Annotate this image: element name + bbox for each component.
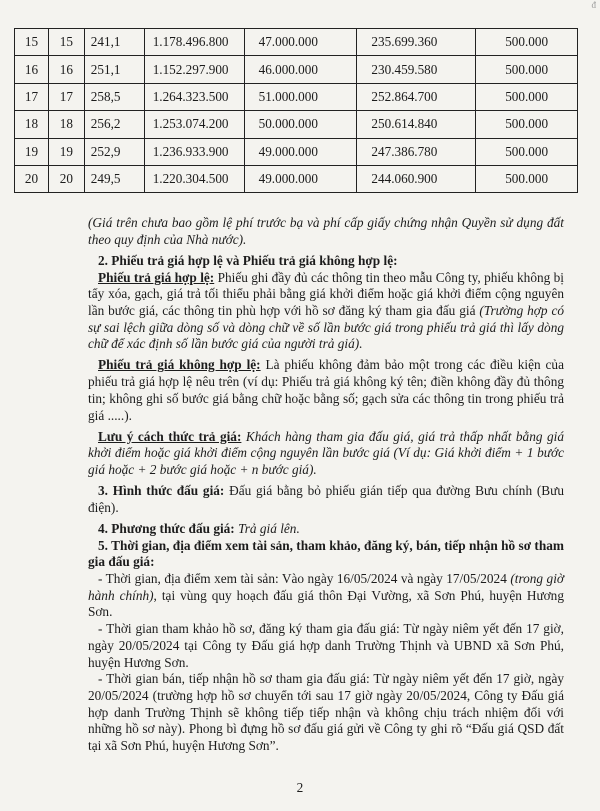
starting-price-cell: 1.264.323.500 [144,83,244,110]
bidding-note-text: Khách hàng tham gia đấu giá, giá trả thấp nhất bằng giá khởi điểm hoặc giá khởi điểm cộng nguyên lần bước giá (Ví dụ: Giá khởi điểm + 1 bước giá hoặc + 2 bước giá hoặc + n bước giá). [88,428,565,478]
section-3-text: Đấu giá bằng bỏ phiếu gián tiếp qua đường Bưu chính (Bưu điện). [88,483,564,515]
deposit-cell: 247.386.780 [357,138,476,165]
bidding-note-label: Lưu ý cách thức trả giá: [98,428,242,444]
viewing-time-note: (trong giờ hành chính) [88,571,564,603]
bid-step-cell: 49.000.000 [244,138,357,165]
row-number-cell: 16 [15,56,49,83]
section-5-heading: 5. Thời gian, địa điểm xem tài sản, tham khảo, đăng ký, bán, tiếp nhận hồ sơ tham gia đấu giá: [88,537,564,570]
bid-step-cell: 51.000.000 [244,83,357,110]
page-number: 2 [296,780,304,795]
fee-cell: 500.000 [476,56,578,83]
bid-step-cell: 50.000.000 [244,111,357,138]
corner-mark: đ [591,0,596,10]
valid-ballot-text: Phiếu ghi đầy đủ các thông tin theo mẫu Công ty, phiếu không bị tẩy xóa, gạch, giá trả tối thiểu phải bằng giá khởi điểm hoặc giá khởi điểm cộng nguyên lần bước giá, các thông tin phù hợp với hồ sơ đăng ký tham gia đấu giá [88,269,565,318]
deposit-cell: 244.060.900 [357,165,476,192]
bid-step-cell: 47.000.000 [244,29,357,56]
lot-number-cell: 19 [48,138,84,165]
price-note: (Giá trên chưa bao gồm lệ phí trước bạ và phí cấp giấy chứng nhận Quyền sử dụng đất theo quy định của Nhà nước). [88,215,564,247]
starting-price-cell: 1.178.496.800 [144,29,244,56]
section-3-label: 3. Hình thức đấu giá: [98,483,225,499]
invalid-ballot-paragraph [88,357,564,424]
deposit-cell: 235.699.360 [357,29,476,56]
valid-ballot-note: (Trường hợp có sự sai lệch giữa dòng số và dòng chữ về số lần bước giá trong phiếu trả giá thì lấy dòng chữ để xác định số lần bước giá của người trả giá). [88,302,564,352]
row-number-cell: 20 [15,165,49,192]
table-row [15,83,578,110]
area-cell: 251,1 [84,56,144,83]
starting-price-cell: 1.253.074.200 [144,111,244,138]
viewing-time-paragraph [88,571,564,621]
auction-table-body [15,29,578,193]
deposit-cell: 252.864.700 [357,83,476,110]
area-cell: 258,5 [84,83,144,110]
invalid-ballot-text: Là phiếu không đảm bảo một trong các điều kiện của phiếu trả giá hợp lệ nêu trên (ví dụ: Phiếu trả giá không ký tên; điền không đầy đủ thông tin; không ghi số bước giá bằng chữ hoặc bằng số; gạch sửa các thông tin trong phiếu trả giá .....). [88,357,564,423]
lot-number-cell: 18 [48,111,84,138]
fee-cell: 500.000 [476,83,578,110]
viewing-time-text: - Thời gian, địa điểm xem tài sản: Vào ngày 16/05/2024 và ngày 17/05/2024 [98,571,507,587]
reference-time-paragraph: - Thời gian tham khảo hồ sơ, đăng ký tham gia đấu giá: Từ ngày niêm yết đến 17 giờ, ngày 20/05/2024 tại Công ty Đấu giá hợp danh Trường Thịnh và UBND xã Sơn Phú, huyện Hương Sơn. [88,621,564,670]
invalid-ballot-label: Phiếu trả giá không hợp lệ: [98,357,261,373]
row-number-cell: 15 [15,29,49,56]
auction-table [14,28,578,193]
bid-step-cell: 46.000.000 [244,56,357,83]
table-row [15,165,578,192]
section-4-paragraph [88,521,564,538]
section-4-text: Trả giá lên. [234,520,300,536]
table-row [15,29,578,56]
deposit-cell: 230.459.580 [357,56,476,83]
starting-price-cell: 1.152.297.900 [144,56,244,83]
area-cell: 241,1 [84,29,144,56]
row-number-cell: 18 [15,111,49,138]
area-cell: 252,9 [84,138,144,165]
table-row [15,56,578,83]
fee-cell: 500.000 [476,138,578,165]
lot-number-cell: 16 [48,56,84,83]
section-3-paragraph [88,483,564,516]
fee-cell: 500.000 [476,111,578,138]
bidding-note-paragraph [88,429,564,479]
row-number-cell: 19 [15,138,49,165]
starting-price-cell: 1.220.304.500 [144,165,244,192]
area-cell: 249,5 [84,165,144,192]
area-cell: 256,2 [84,111,144,138]
fee-cell: 500.000 [476,165,578,192]
document-body [88,215,564,755]
valid-ballot-label: Phiếu trả giá hợp lệ: [98,269,215,285]
sale-time-paragraph: - Thời gian bán, tiếp nhận hồ sơ tham gia đấu giá: Từ ngày niêm yết đến 17 giờ, ngày 20/05/2024 (trường hợp hồ sơ chuyển tới sau 17 giờ ngày 20/05/2024, Công ty Đấu giá hợp danh Trường Thịnh sẽ không tiếp tiếp nhận và không chịu trách nhiệm đối với những hồ sơ này). Phong bì đựng hồ sơ đấu giá gửi về Công ty ghi rõ “Đấu giá QSD đất tại xã Sơn Phú, huyện Hương Sơn”. [88,671,564,754]
lot-number-cell: 17 [48,83,84,110]
lot-number-cell: 15 [48,29,84,56]
table-row [15,111,578,138]
valid-ballot-paragraph [88,270,564,354]
deposit-cell: 250.614.840 [357,111,476,138]
bid-step-cell: 49.000.000 [244,165,357,192]
section-4-label: 4. Phương thức đấu giá: [98,520,235,536]
table-row [15,138,578,165]
viewing-time-location: , tại vùng quy hoạch đấu giá thôn Đại Vường, xã Sơn Phú, huyện Hương Sơn. [88,587,564,620]
section-2-heading: 2. Phiếu trả giá hợp lệ và Phiếu trả giá không hợp lệ: [98,252,398,268]
row-number-cell: 17 [15,83,49,110]
fee-cell: 500.000 [476,29,578,56]
starting-price-cell: 1.236.933.900 [144,138,244,165]
lot-number-cell: 20 [48,165,84,192]
